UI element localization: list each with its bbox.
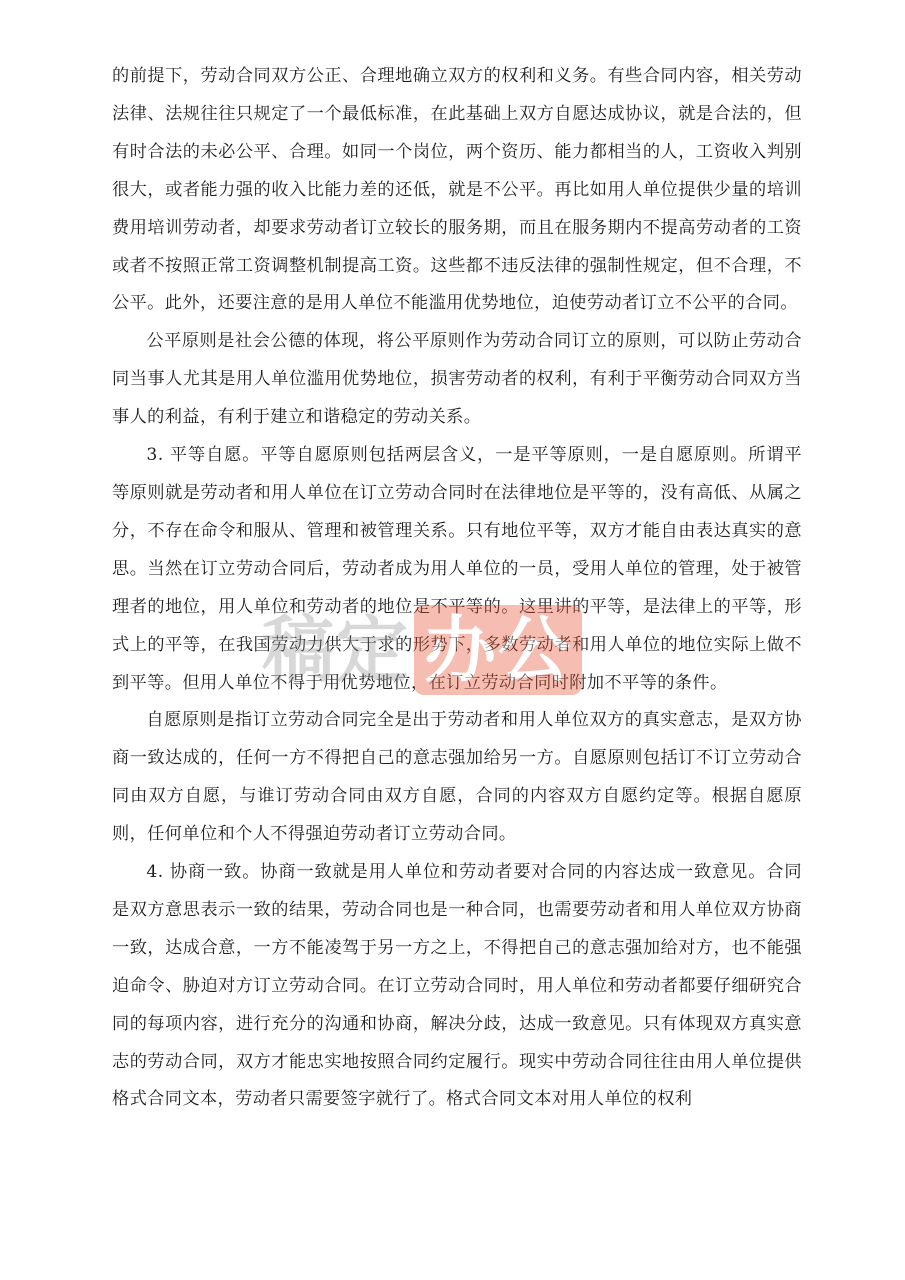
watermark-right-text: 办公 [414, 605, 582, 695]
document-body [112, 58, 802, 1119]
paragraph-2: 公平原则是社会公德的体现，将公平原则作为劳动合同订立的原则，可以防止劳动合同当事人尤其是用人单位滥用优势地位，损害劳动者的权利，有利于平衡劳动合同双方当事人的利益，有利于建立和谐稳定的劳动关系。 [112, 331, 802, 428]
paragraph-1: 的前提下，劳动合同双方公正、合理地确立双方的权利和义务。有些合同内容，相关劳动法律、法规往往只规定了一个最低标准，在此基础上双方自愿达成协议，就是合法的，但有时合法的未必公平、合理。如同一个岗位，两个资历、能力都相当的人，工资收入判别很大，或者能力强的收入比能力差的还低，就是不公平。再比如用人单位提供少量的培训费用培训劳动者，却要求劳动者订立较长的服务期，而且在服务期内不提高劳动者的工资或者不按照正常工资调整机制提高工资。这些都不违反法律的强制性规定，但不合理，不公平。此外，还要注意的是用人单位不能滥用优势地位，迫使劳动者订立不公平的合同。 [112, 66, 802, 314]
paragraph-5: 4. 协商一致。协商一致就是用人单位和劳动者要对合同的内容达成一致意见。合同是双方意思表示一致的结果，劳动合同也是一种合同，也需要劳动者和用人单位双方协商一致，达成合意，一方不能凌驾于另一方之上，不得把自己的意志强加给对方，也不能强迫命令、胁迫对方订立劳动合同。在订立劳动合同时，用人单位和劳动者都要仔细研究合同的每项内容，进行充分的沟通和协商，解决分歧，达成一致意见。只有体现双方真实意志的劳动合同，双方才能忠实地按照合同约定履行。现实中劳动合同往往由用人单位提供格式合同文本，劳动者只需要签字就行了。格式合同文本对用人单位的权利 [112, 862, 802, 1110]
watermark-left-text: 稿定 [262, 608, 411, 692]
paragraph-3: 3. 平等自愿。平等自愿原则包括两层含义，一是平等原则，一是自愿原则。所谓平等原则就是劳动者和用人单位在订立劳动合同时在法律地位是平等的，没有高低、从属之分，不存在命令和服从、管理和被管理关系。只有地位平等，双方才能自由表达真实的意思。当然在订立劳动合同后，劳动者成为用人单位的一员，受用人单位的管理，处于被管理者的地位，用人单位和劳动者的地位是不平等的。这里讲的平等，是法律上的平等，形式上的平等，在我国劳动力供大于求的形势下，多数劳动者和用人单位的地位实际上做不到平等。但用人单位不得于用优势地位，在订立劳动合同时附加不平等的条件。 [112, 445, 802, 693]
paragraph-4: 自愿原则是指订立劳动合同完全是出于劳动者和用人单位双方的真实意志，是双方协商一致达成的，任何一方不得把自己的意志强加给另一方。自愿原则包括订不订立劳动合同由双方自愿，与谁订劳动合同由双方自愿，合同的内容双方自愿约定等。根据自愿原则，任何单位和个人不得强迫劳动者订立劳动合同。 [112, 710, 802, 845]
